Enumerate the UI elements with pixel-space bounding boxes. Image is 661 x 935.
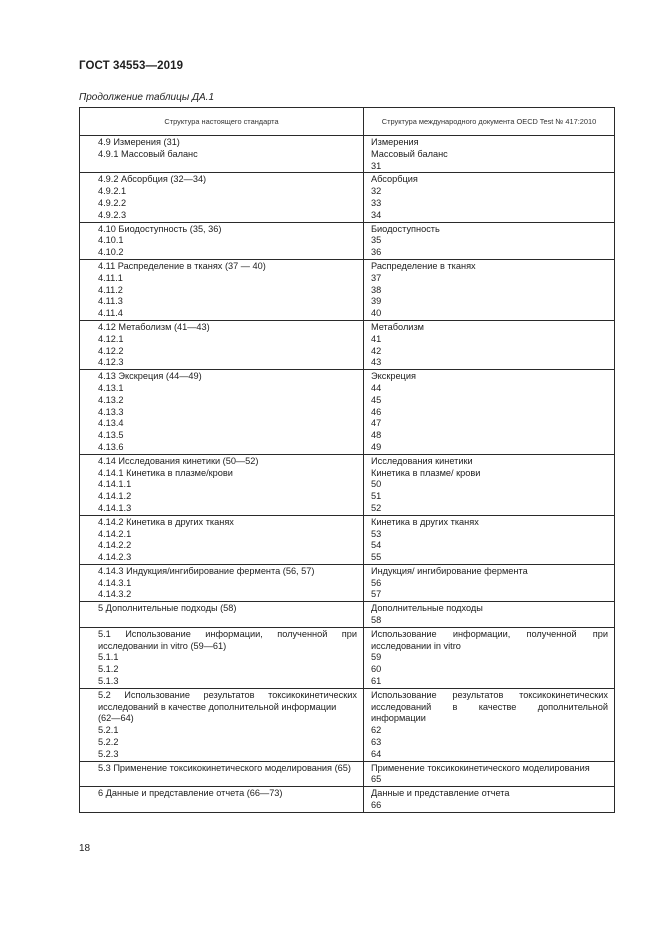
cell-line: 4.13.6 <box>98 441 124 452</box>
cell-line: 36 <box>371 247 382 258</box>
oecd-section-cell <box>364 761 615 787</box>
correspondence-table <box>79 107 615 813</box>
cell-line: 40 <box>371 308 382 319</box>
cell-line: Использование результатов токсикокинетических исследований в качестве дополнительной информации <box>371 689 608 724</box>
cell-line: 4.10 Биодоступность (35, 36) <box>98 223 222 234</box>
oecd-section-cell <box>364 688 615 761</box>
cell-line: 4.13.3 <box>98 406 124 417</box>
cell-line: 64 <box>371 748 382 759</box>
cell-line: (62—64) <box>98 713 134 724</box>
oecd-section-cell <box>364 370 615 455</box>
table-body <box>80 136 615 813</box>
oecd-section-cell <box>364 320 615 369</box>
cell-line: 5 Дополнительные подходы (58) <box>98 603 237 614</box>
oecd-section-cell <box>364 259 615 320</box>
cell-line: Дополнительные подходы <box>371 603 483 614</box>
document-code: ГОСТ 34553—2019 <box>79 60 184 72</box>
cell-line: 50 <box>371 479 382 490</box>
cell-line: 51 <box>371 491 382 502</box>
cell-line: 5.2.3 <box>98 748 119 759</box>
cell-line: 60 <box>371 664 382 675</box>
cell-line: 4.13.1 <box>98 382 124 393</box>
table-row <box>80 564 615 601</box>
cell-line: 4.9 Измерения (31) <box>98 137 180 147</box>
table-row <box>80 787 615 813</box>
cell-line: 4.10.1 <box>98 235 124 246</box>
standard-section-cell <box>80 222 364 259</box>
cell-line: 31 <box>371 160 382 171</box>
cell-line: 54 <box>371 540 382 551</box>
cell-line: Исследования кинетики <box>371 455 473 466</box>
standard-section-cell <box>80 787 364 813</box>
cell-line: 4.11.4 <box>98 308 123 319</box>
cell-line: 33 <box>371 197 382 208</box>
cell-line: 5.1 Использование информации, полученной при исследовании in vitro (59—61) <box>98 628 357 651</box>
cell-line: 4.12.1 <box>98 333 124 344</box>
cell-line: 63 <box>371 737 382 748</box>
table-caption: Продолжение таблицы ДА.1 <box>79 92 215 103</box>
cell-line: 46 <box>371 406 382 417</box>
cell-line: 5.3 Применение токсикокинетического моделирования (65) <box>98 762 351 773</box>
cell-line: 58 <box>371 615 382 626</box>
oecd-section-cell <box>364 515 615 564</box>
standard-section-cell <box>80 627 364 688</box>
page-number: 18 <box>79 843 91 854</box>
cell-line: 61 <box>371 676 382 687</box>
table-row <box>80 136 615 173</box>
cell-line: 4.12.2 <box>98 345 124 356</box>
cell-line: 4.14.1.2 <box>98 491 132 502</box>
standard-section-cell <box>80 761 364 787</box>
standard-section-cell <box>80 136 364 173</box>
cell-line: Кинетика в плазме/ крови <box>371 467 481 478</box>
cell-line: 4.14.1.3 <box>98 502 132 513</box>
cell-line: 57 <box>371 589 382 600</box>
table-row <box>80 515 615 564</box>
standard-section-cell <box>80 320 364 369</box>
col-header-standard: Структура настоящего стандарта <box>80 108 364 136</box>
cell-line: 59 <box>371 652 382 663</box>
cell-line: Биодоступность <box>371 223 440 234</box>
cell-line: 4.9.2.1 <box>98 186 127 197</box>
cell-line: 5.2.2 <box>98 737 119 748</box>
table-row <box>80 173 615 222</box>
oecd-section-cell <box>364 173 615 222</box>
cell-line: 4.13.5 <box>98 430 124 441</box>
cell-line: 32 <box>371 186 382 197</box>
cell-line: 4.14.3.2 <box>98 589 132 600</box>
standard-section-cell <box>80 454 364 515</box>
table-row <box>80 259 615 320</box>
cell-line: 4.14.2.2 <box>98 540 132 551</box>
cell-line: 4.13.2 <box>98 394 124 405</box>
table-row <box>80 688 615 761</box>
cell-line: 4.14.3 Индукция/ингибирование фермента (56, 57) <box>98 565 315 576</box>
cell-line: 4.9.2 Абсорбция (32—34) <box>98 174 207 185</box>
cell-line: 4.11.3 <box>98 296 123 307</box>
cell-line: 55 <box>371 552 382 563</box>
cell-line: 4.11.1 <box>98 272 123 283</box>
table-row <box>80 454 615 515</box>
cell-line: 38 <box>371 284 382 295</box>
table-row <box>80 222 615 259</box>
cell-line: 48 <box>371 430 382 441</box>
cell-line: Измерения <box>371 137 419 147</box>
cell-line: 53 <box>371 528 382 539</box>
table-row <box>80 320 615 369</box>
oecd-section-cell <box>364 602 615 628</box>
oecd-section-cell <box>364 564 615 601</box>
cell-line: 6 Данные и представление отчета (66—73) <box>98 788 283 799</box>
cell-line: 34 <box>371 209 382 220</box>
cell-line: 39 <box>371 296 382 307</box>
cell-line: 4.12.3 <box>98 357 124 368</box>
cell-line: 4.14.1.1 <box>98 479 132 490</box>
standard-section-cell <box>80 173 364 222</box>
oecd-section-cell <box>364 627 615 688</box>
cell-line: 42 <box>371 345 382 356</box>
cell-line: 5.2 Использование результатов токсикокинетических исследований в качестве дополнительной информации <box>98 689 357 712</box>
cell-line: 4.13.4 <box>98 418 124 429</box>
cell-line: 4.9.2.2 <box>98 197 127 208</box>
cell-line: 4.14.1 Кинетика в плазме/крови <box>98 467 233 478</box>
cell-line: 37 <box>371 272 382 283</box>
cell-line: 47 <box>371 418 382 429</box>
cell-line: 52 <box>371 502 382 513</box>
cell-line: 4.11 Распределение в тканях (37 — 40) <box>98 260 266 271</box>
oecd-section-cell <box>364 136 615 173</box>
cell-line: Кинетика в других тканях <box>371 516 479 527</box>
table-row <box>80 627 615 688</box>
standard-section-cell <box>80 515 364 564</box>
standard-section-cell <box>80 370 364 455</box>
table-header <box>80 108 615 136</box>
cell-line: 65 <box>371 774 382 785</box>
standard-section-cell <box>80 259 364 320</box>
standard-section-cell <box>80 602 364 628</box>
cell-line: 44 <box>371 382 382 393</box>
cell-line: 4.10.2 <box>98 247 124 258</box>
cell-line: 62 <box>371 725 382 736</box>
table-row <box>80 602 615 628</box>
cell-line: 5.1.3 <box>98 676 119 687</box>
cell-line: Индукция/ ингибирование фермента <box>371 565 528 576</box>
cell-line: 4.9.2.3 <box>98 209 127 220</box>
standard-section-cell <box>80 688 364 761</box>
oecd-section-cell <box>364 222 615 259</box>
cell-line: Данные и представление отчета <box>371 788 510 799</box>
cell-line: 4.14.2 Кинетика в других тканях <box>98 516 234 527</box>
cell-line: 4.14 Исследования кинетики (50—52) <box>98 455 259 466</box>
cell-line: 4.13 Экскреция (44—49) <box>98 371 202 382</box>
cell-line: 4.14.2.1 <box>98 528 132 539</box>
cell-line: Массовый баланс <box>371 148 448 159</box>
cell-line: 56 <box>371 577 382 588</box>
oecd-section-cell <box>364 454 615 515</box>
cell-line: 4.14.3.1 <box>98 577 132 588</box>
cell-line: 66 <box>371 800 382 811</box>
oecd-section-cell <box>364 787 615 813</box>
cell-line: 41 <box>371 333 382 344</box>
standard-section-cell <box>80 564 364 601</box>
cell-line: Экскреция <box>371 371 416 382</box>
cell-line: Использование информации, полученной при исследовании in vitro <box>371 628 608 651</box>
cell-line: 5.1.2 <box>98 664 119 675</box>
cell-line: Распределение в тканях <box>371 260 476 271</box>
cell-line: 35 <box>371 235 382 246</box>
cell-line: 4.12 Метаболизм (41—43) <box>98 321 210 332</box>
cell-line: 4.14.2.3 <box>98 552 132 563</box>
cell-line: 45 <box>371 394 382 405</box>
cell-line: Применение токсикокинетического моделирования <box>371 762 590 773</box>
col-header-oecd: Структура международного документа OECD Test № 417:2010 <box>364 108 615 136</box>
cell-line: Абсорбция <box>371 174 418 185</box>
cell-line: 4.11.2 <box>98 284 123 295</box>
cell-line: 43 <box>371 357 382 368</box>
cell-line: 5.1.1 <box>98 652 119 663</box>
cell-line: Метаболизм <box>371 321 424 332</box>
cell-line: 49 <box>371 441 382 452</box>
header-row <box>80 108 615 136</box>
table-row <box>80 761 615 787</box>
cell-line: 5.2.1 <box>98 725 119 736</box>
cell-line: 4.9.1 Массовый баланс <box>98 148 198 159</box>
table-row <box>80 370 615 455</box>
